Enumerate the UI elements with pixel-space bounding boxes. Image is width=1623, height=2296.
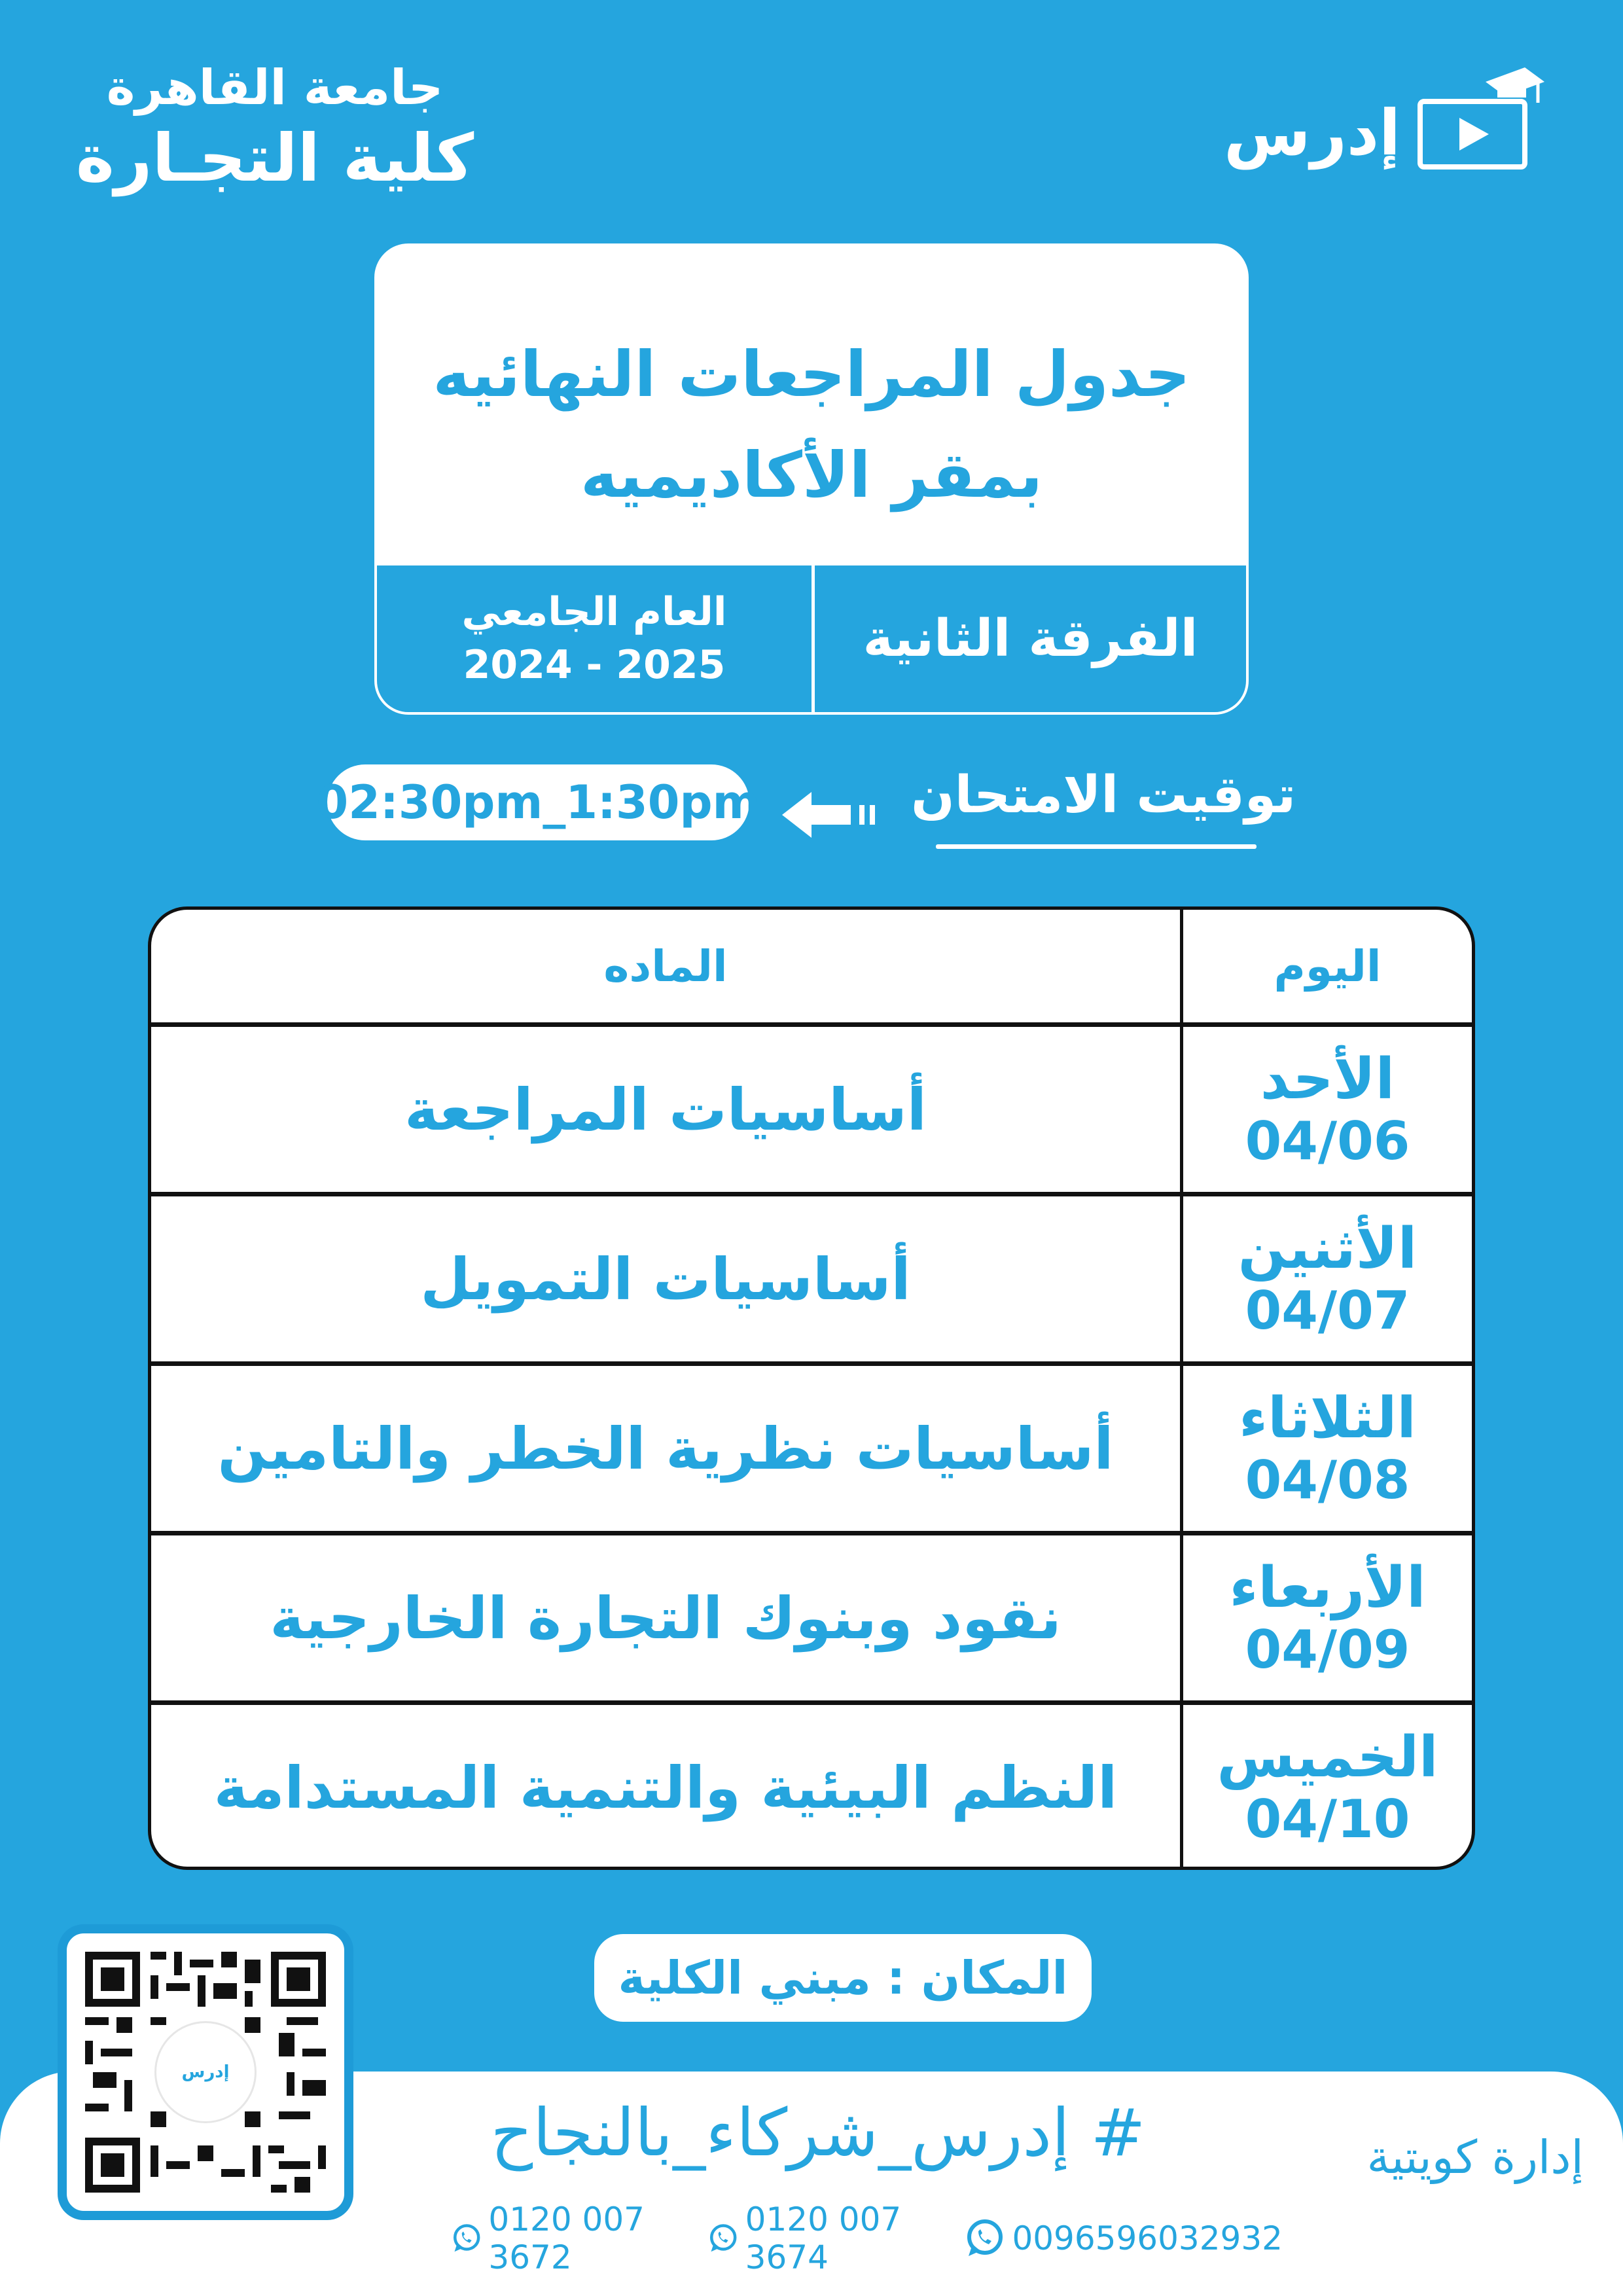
- row-separator: [151, 1361, 1472, 1366]
- header-day: اليوم: [1180, 910, 1472, 1022]
- phone-number: 0096596032932: [1012, 2219, 1283, 2257]
- row-separator: [151, 1022, 1472, 1027]
- day-name: الأحد: [1260, 1046, 1395, 1112]
- exam-time-value: 02:30pm_1:30pm: [327, 764, 749, 840]
- row-separator: [151, 1700, 1472, 1705]
- university-block: [65, 59, 484, 199]
- day-name: الثلاثاء: [1239, 1385, 1416, 1451]
- exam-time-underline: [936, 844, 1257, 849]
- subject-cell: أساسيات نظرية الخطر والتامين: [217, 1414, 1114, 1482]
- day-date: 04/06: [1245, 1111, 1410, 1172]
- phone-item[interactable]: [965, 2218, 1283, 2259]
- laptop-graduation-icon: [1414, 62, 1544, 173]
- schedule-table: [148, 906, 1475, 1870]
- subject-cell: أساسيات التمويل: [420, 1245, 911, 1313]
- arrow-left-icon: [782, 789, 880, 841]
- day-name: الأثنين: [1238, 1215, 1418, 1282]
- phone-number: 0120 007 3674: [745, 2200, 902, 2276]
- phone-item[interactable]: [708, 2200, 932, 2276]
- phone-item[interactable]: [452, 2200, 675, 2276]
- hashtag-text: # إدرس_شركاء_بالنجاح: [490, 2094, 1146, 2171]
- day-name: الخميس: [1217, 1724, 1438, 1790]
- day-name: الأربعاء: [1229, 1554, 1426, 1621]
- table-row: [151, 1705, 1472, 1870]
- phone-number: 0120 007 3672: [488, 2200, 645, 2276]
- row-separator: [151, 1192, 1472, 1196]
- title-card-footer: [377, 565, 1246, 712]
- place-label: المكان : مبني الكلية: [594, 1934, 1092, 2022]
- academic-year: [377, 565, 812, 712]
- phone-list: [452, 2200, 1315, 2276]
- exam-time-label: توقيت الامتحان: [911, 766, 1296, 825]
- faculty-name: كلية التجـارة: [75, 119, 474, 196]
- whatsapp-icon: [708, 2218, 738, 2259]
- header-subject: الماده: [603, 941, 728, 992]
- subject-cell: نقود وبنوك التجارة الخارجية: [270, 1584, 1061, 1652]
- day-date: 04/10: [1245, 1789, 1410, 1850]
- day-cell: [1180, 1366, 1472, 1531]
- table-row: [151, 1535, 1472, 1700]
- day-date: 04/08: [1245, 1450, 1410, 1511]
- logo-text: إدرس: [1224, 96, 1400, 170]
- title-line-2: بمقر الأكاديميه: [580, 438, 1043, 512]
- subject-cell: النظم البيئية والتنمية المستدامة: [213, 1753, 1118, 1821]
- academic-year-label: العام الجامعي: [461, 589, 727, 635]
- qr-code[interactable]: [58, 1924, 353, 2220]
- grade-label: الفرقة الثانية: [812, 565, 1246, 712]
- whatsapp-icon: [965, 2218, 1005, 2259]
- title-line-1: جدول المراجعات النهائيه: [433, 338, 1190, 411]
- table-row: [151, 1366, 1472, 1531]
- day-date: 04/07: [1245, 1280, 1410, 1342]
- day-date: 04/09: [1245, 1619, 1410, 1681]
- schedule-title: [377, 325, 1246, 526]
- academic-year-value: 2024 - 2025: [463, 642, 726, 688]
- table-header: [151, 910, 1472, 1022]
- day-cell: [1180, 1196, 1472, 1361]
- row-separator: [151, 1531, 1472, 1535]
- qr-center-logo: إدرس: [154, 2021, 257, 2123]
- university-name: جامعة القاهرة: [106, 60, 444, 116]
- day-cell: [1180, 1705, 1472, 1870]
- day-cell: [1180, 1535, 1472, 1700]
- management-text: إدارة كويتية: [1366, 2130, 1584, 2184]
- table-row: [151, 1196, 1472, 1361]
- title-card: [374, 243, 1249, 715]
- whatsapp-icon: [452, 2218, 482, 2259]
- table-row: [151, 1027, 1472, 1192]
- subject-cell: أساسيات المراجعة: [404, 1075, 927, 1143]
- idrus-logo: [1152, 62, 1544, 173]
- day-cell: [1180, 1027, 1472, 1192]
